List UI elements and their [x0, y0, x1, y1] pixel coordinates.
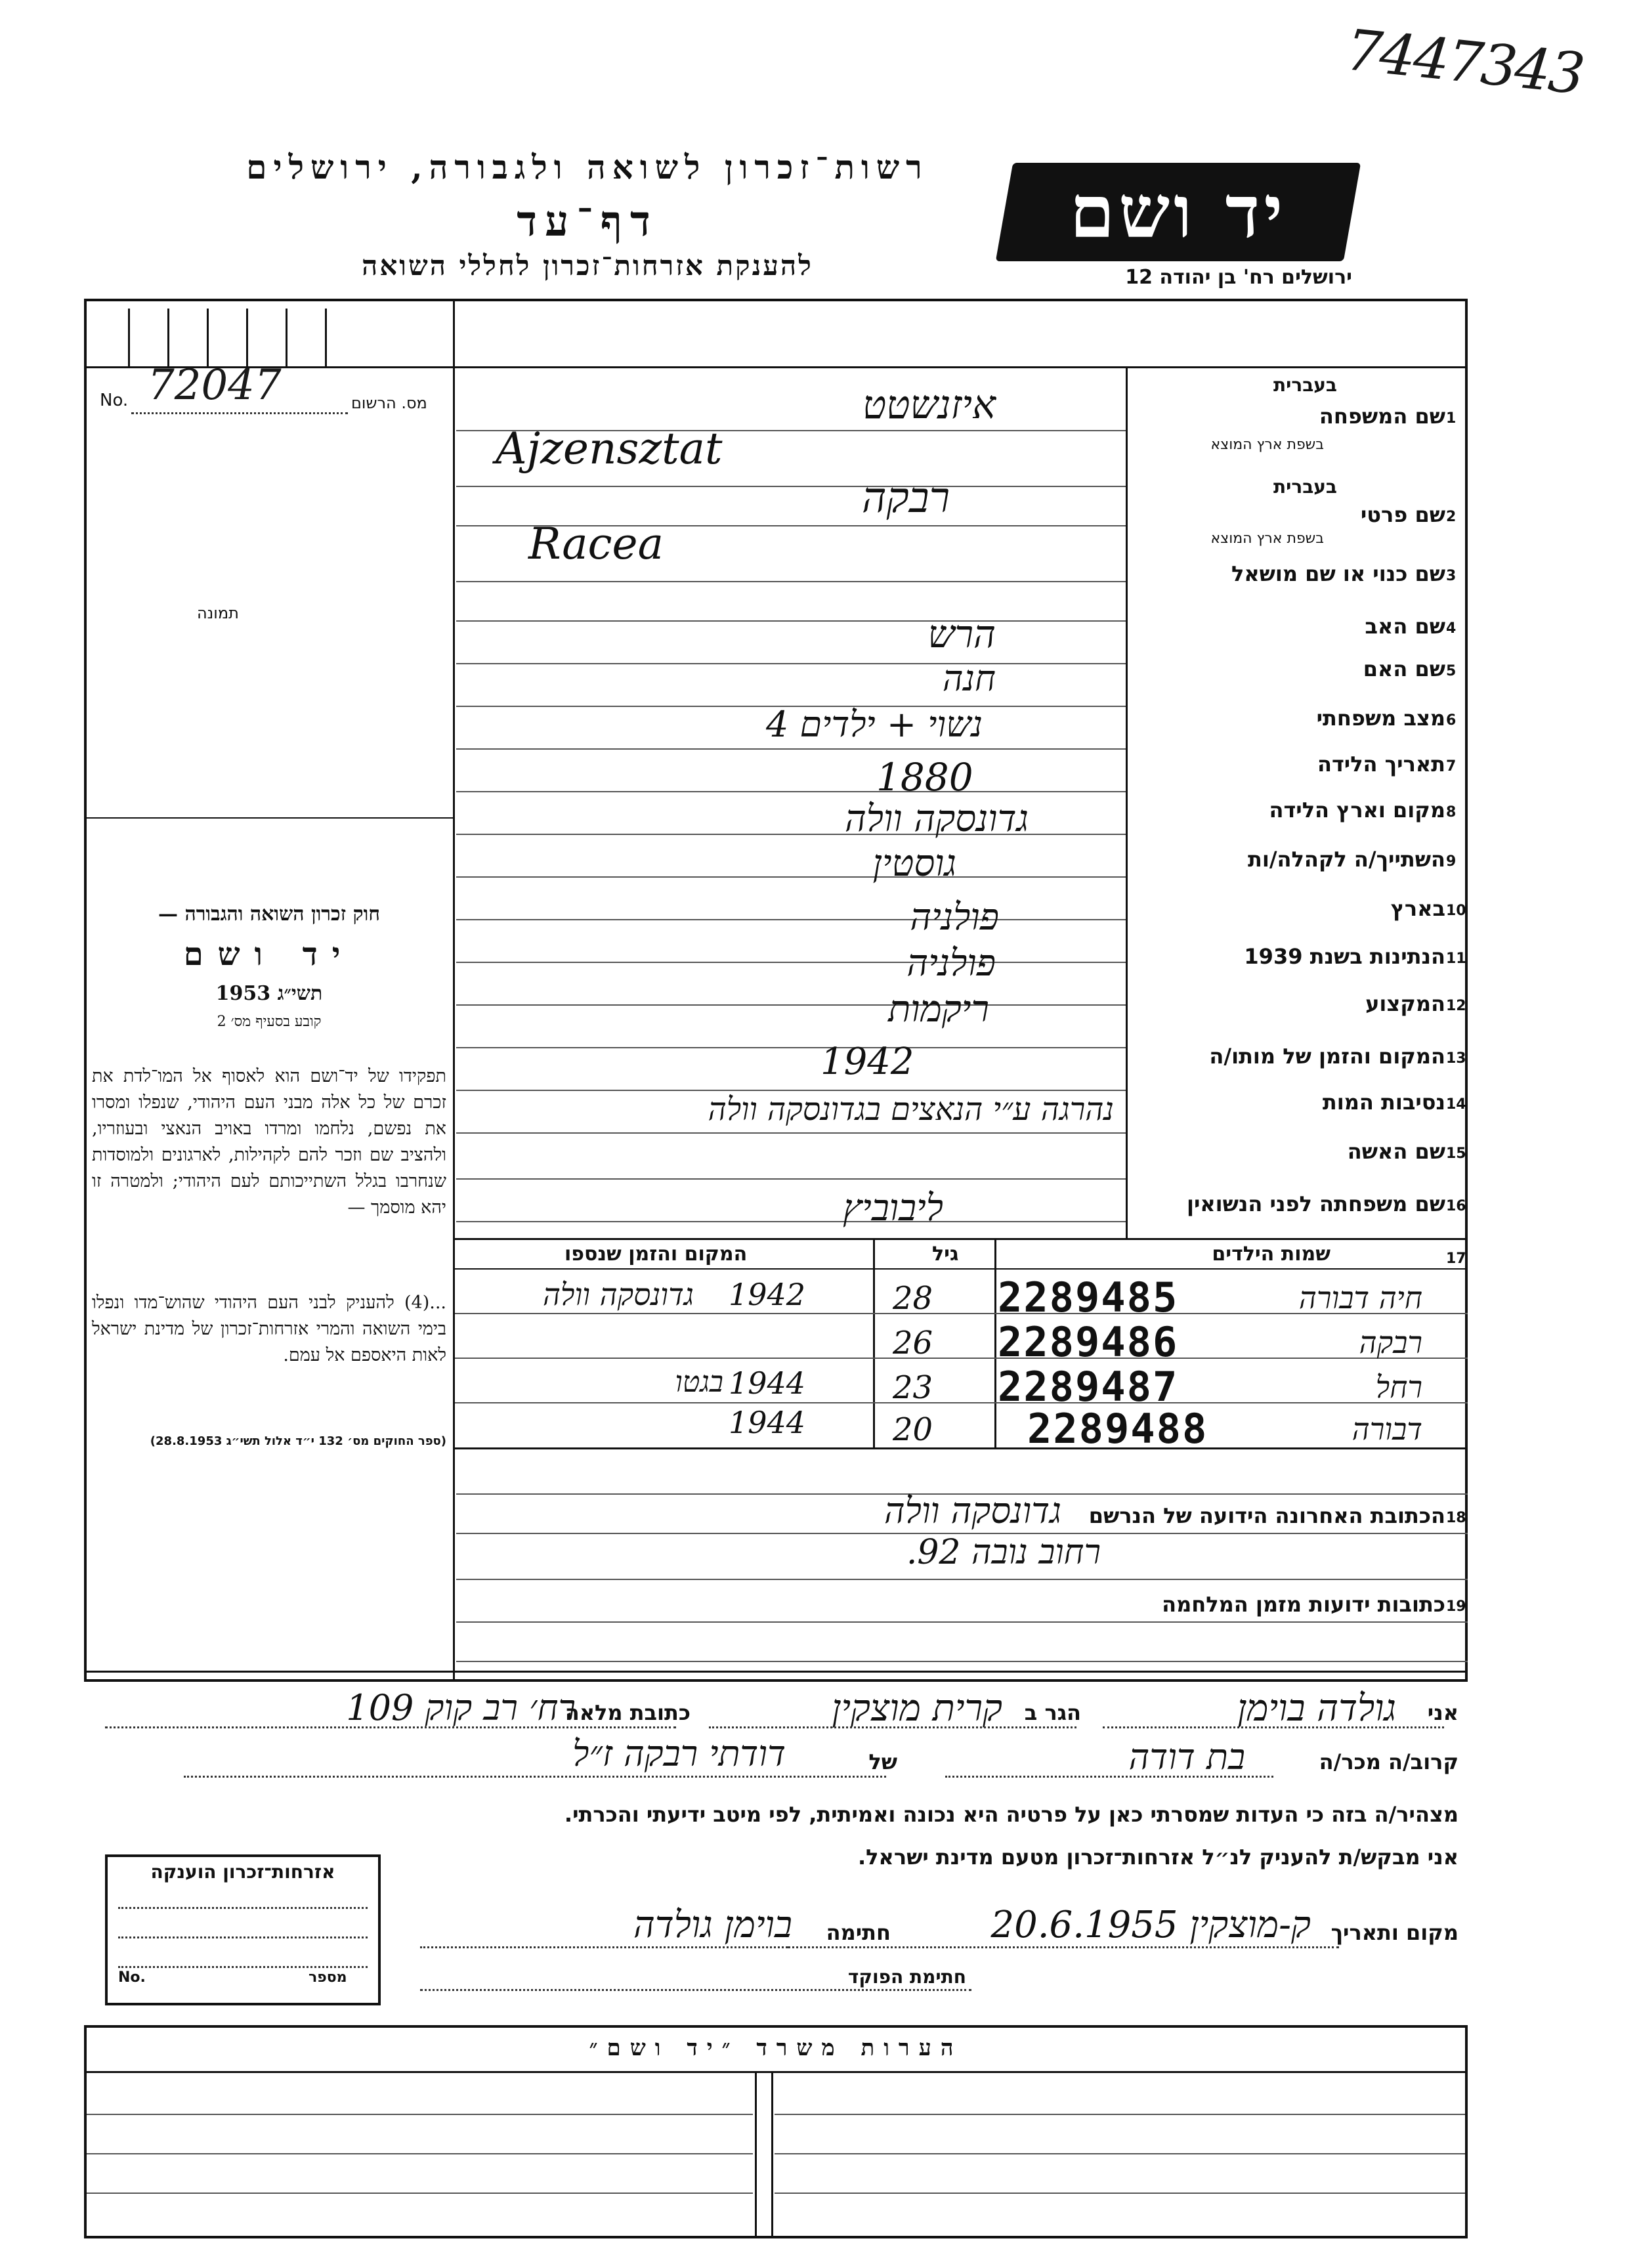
field-18-label: הכתובת האחרונה הידועה של הנרשם [1088, 1503, 1445, 1528]
in-hebrew-label: בעברית [1273, 374, 1337, 396]
law-reference: (ספר החוקים מס׳ 132 י״ד אלול תשי״ג 28.8.1953) [150, 1434, 446, 1448]
reg-no-value: 72047 [148, 361, 282, 410]
field-9-num: 9 [1446, 853, 1457, 870]
photo-label: תמונה [197, 604, 239, 622]
child-name: חיה דבורה [1298, 1280, 1422, 1316]
child-place: גדונסקה וולה [542, 1277, 694, 1312]
child-age: 23 [893, 1369, 933, 1406]
field-9-value: גוסטין [872, 842, 956, 885]
field-line [456, 1579, 1468, 1580]
field-line [456, 1047, 1126, 1048]
award-dots [118, 1936, 368, 1938]
child-year: 1944 [729, 1365, 806, 1401]
field-14-num: 14 [1446, 1096, 1466, 1113]
office-notes-line [87, 2153, 753, 2154]
child-year: 1944 [729, 1405, 806, 1440]
children-names-header: שמות הילדים [1212, 1243, 1330, 1266]
field-1-label: שם המשפחה [1319, 404, 1445, 429]
law-title: חוק זכרון השואה והגבורה — [158, 903, 380, 926]
field-8-label: מקום וארץ הלידה [1269, 798, 1445, 823]
law-clause: קובע בסעיף מס׳ 2 [217, 1014, 322, 1030]
field-6-num: 6 [1446, 712, 1457, 729]
children-header-bottom [455, 1268, 1468, 1270]
field-14-label: נסיבות המות [1322, 1090, 1445, 1115]
declarant-value: גולדה בוימן [1237, 1687, 1396, 1730]
photo-box-bottom [84, 817, 453, 819]
child-place: בגטו [675, 1365, 723, 1399]
child-stamp-number: 2289486 [998, 1318, 1179, 1366]
reg-no-dots [131, 412, 348, 414]
child-stamp-number: 2289485 [998, 1273, 1179, 1321]
top-strip-tick [128, 309, 130, 366]
declaration-request: אני מבקש/ת להעניק לנ״ל אזרחות־זכרון מטעם מדינת ישראל. [858, 1845, 1458, 1870]
field-17-num: 17 [1446, 1251, 1466, 1267]
sidebar-divider [453, 299, 455, 1680]
child-stamp-number: 2289488 [1027, 1405, 1208, 1453]
field-line [456, 581, 1126, 582]
field-10-label: בארץ [1390, 896, 1445, 921]
place-date-value: ק-מוצקין 20.6.1955 [990, 1904, 1311, 1946]
field-14-value: נהרגה ע״י הנאצים בגדונסקה וולה [708, 1091, 1114, 1128]
office-notes-divider [755, 2073, 757, 2237]
field-line [456, 919, 1126, 920]
field-12-num: 12 [1446, 998, 1466, 1014]
field-4-value: הרש [927, 612, 996, 656]
officer-signature-label: חתימת הפוקד [847, 1966, 966, 1988]
field-18-value-2: רחוב נובה 92. [906, 1533, 1101, 1572]
origin-lang-label: בשפת ארץ המוצא [1210, 437, 1324, 453]
relative-label: קרוב/ה מכר/ה [1319, 1749, 1458, 1774]
field-1-num: 1 [1446, 410, 1457, 427]
children-table-bottom [455, 1447, 1468, 1449]
field-18-value-1: גדונסקה וולה [883, 1490, 1061, 1531]
field-16-num: 16 [1446, 1198, 1466, 1214]
field-2-value-latin: Racea [528, 519, 664, 569]
law-year: תשי״ג 1953 [215, 982, 323, 1005]
field-line [456, 748, 1126, 750]
office-notes-line [775, 2114, 1465, 2115]
field-1-value-latin: Ajzensztat [496, 423, 723, 474]
field-13-label: המקום והזמן של מותו/ה [1209, 1044, 1445, 1069]
award-dots [118, 1966, 368, 1968]
field-4-label: שם האב [1365, 614, 1445, 639]
logo-text: יד ושם [1069, 169, 1287, 254]
field-12-value: ריקמות [888, 988, 989, 1031]
relative-value: בת דודה [1128, 1736, 1245, 1778]
field-8-value: גדונסקה וולה [844, 798, 1029, 840]
field-2-label: שם פרטי [1360, 502, 1445, 527]
award-mispar-label: מספר [309, 1969, 347, 1986]
field-5-value: חנה [942, 658, 996, 699]
signature-dots [420, 1946, 788, 1948]
signature-label: חתימה [826, 1920, 891, 1945]
top-strip-line [84, 366, 1468, 368]
field-19-num: 19 [1446, 1598, 1466, 1615]
field-1-value-hebrew: איזנשטט [862, 382, 996, 428]
field-line [456, 1661, 1468, 1662]
field-19-label: כתובות ידועות מזמן המלחמה [1162, 1592, 1445, 1617]
field-7-label: תאריך הלידה [1317, 752, 1445, 777]
field-line [456, 1221, 1126, 1222]
field-11-label: הנתינות בשנת 1939 [1244, 944, 1445, 969]
child-age: 28 [893, 1280, 933, 1317]
top-strip-tick [325, 309, 327, 366]
field-3-num: 3 [1446, 568, 1457, 584]
archive-number: 7447343 [1342, 17, 1586, 108]
field-18-num: 18 [1446, 1510, 1466, 1526]
officer-signature-dots [420, 1989, 971, 1991]
child-stamp-number: 2289487 [998, 1363, 1179, 1411]
top-strip-tick [167, 309, 169, 366]
children-place-header: המקום והזמן שנספו [564, 1243, 748, 1266]
top-strip-tick [207, 309, 209, 366]
award-title: אזרחות־זכרון הוענקה [150, 1861, 335, 1883]
field-10-num: 10 [1446, 903, 1466, 919]
field-line [456, 1178, 1126, 1180]
field-line [456, 663, 1126, 664]
resides-label: הגר ב [1024, 1700, 1081, 1725]
law-block [95, 903, 443, 1030]
declarant-label: אני [1427, 1700, 1458, 1725]
field-9-label: השתייך/ה לקהלה/ות [1247, 847, 1445, 872]
logo-address: ירושלים רח' בן יהודה 12 [1125, 266, 1352, 289]
in-hebrew-label-2: בעברית [1273, 476, 1337, 498]
declaration-top [84, 1671, 1468, 1673]
page-title: דף־עד [517, 197, 658, 246]
child-name: רחל [1375, 1369, 1422, 1405]
field-line [456, 1621, 1468, 1623]
field-15-label: שם האשה [1347, 1139, 1445, 1164]
field-15-num: 15 [1446, 1145, 1466, 1162]
resides-value: קרית מוצקין [832, 1687, 1002, 1730]
of-value: דודתי רבקה ז״ל [572, 1733, 786, 1774]
reg-no-label: No. [100, 391, 129, 410]
children-col-divider [994, 1238, 996, 1448]
children-row-line [455, 1358, 1468, 1359]
field-13-value: 1942 [820, 1040, 914, 1083]
field-line [456, 962, 1126, 963]
field-8-num: 8 [1446, 804, 1457, 821]
top-strip-tick [286, 309, 287, 366]
field-2-value-hebrew: רבקה [861, 474, 950, 523]
field-3-label: שם כנוי או שם מושאל [1231, 561, 1445, 586]
office-notes-title: הערות משרד ״יד ושם״ [589, 2035, 963, 2061]
field-6-value: נשוי + ילדים 4 [765, 704, 983, 745]
award-dots [118, 1907, 368, 1909]
header-subtitle: להענקת אזרחות־זכרון לחללי השואה [362, 249, 813, 282]
field-11-value: פולניה [906, 942, 996, 985]
field-4-num: 4 [1446, 620, 1457, 637]
of-label: של [868, 1749, 897, 1774]
full-address-label: כתובת מלאה [564, 1700, 691, 1725]
place-date-dots [788, 1946, 1339, 1948]
law-name: יד ושם [183, 936, 355, 973]
field-7-value: 1880 [876, 755, 973, 800]
field-line [456, 1004, 1126, 1006]
field-11-num: 11 [1446, 951, 1466, 967]
field-line [456, 791, 1126, 792]
label-column-divider [1126, 368, 1128, 1238]
office-notes-divider [771, 2073, 773, 2237]
child-name: רבקה [1359, 1325, 1422, 1360]
field-10-value: פולניה [910, 896, 999, 939]
field-5-num: 5 [1446, 663, 1457, 679]
office-notes-line [775, 2153, 1465, 2154]
children-row-line [455, 1402, 1468, 1403]
field-6-label: מצב משפחתי [1316, 706, 1445, 731]
signature-value: בוימן גולדה [633, 1904, 792, 1946]
full-address-value: רח׳ רב קוק 109 [346, 1687, 576, 1728]
field-line [456, 1132, 1126, 1134]
field-16-value: ליבוביץ [842, 1187, 943, 1230]
field-7-num: 7 [1446, 758, 1457, 775]
field-2-num: 2 [1446, 509, 1457, 525]
law-text-clause-4: ...(4) להעניק לבני העם היהודי שהוש־מדו ונפלו בימי השואה והמרי אזרחות־זכרון של מדינת ישראל לאות היאספם אל עמם. [92, 1293, 446, 1365]
field-16-label: שם משפחתה לפני הנשואין [1186, 1191, 1445, 1216]
declaration-statement: מצהיר/ה בזה כי העדות שמסרתי כאן על פרטיה היא נכונה ואמיתית, לפי מיטב ידיעתי והכרתי. [564, 1802, 1458, 1827]
field-5-label: שם האם [1363, 656, 1445, 681]
office-notes-line [775, 2193, 1465, 2194]
place-date-label: מקום ותאריך [1330, 1920, 1458, 1945]
child-year: 1942 [729, 1277, 806, 1312]
header-authority: רשות־זכרון לשואה ולגבורה, ירושלים [246, 148, 929, 186]
child-age: 20 [893, 1411, 933, 1448]
office-notes-line [87, 2193, 753, 2194]
children-age-header: גיל [932, 1243, 959, 1266]
office-notes-line [87, 2114, 753, 2115]
field-line [456, 620, 1126, 622]
field-line [456, 486, 1126, 487]
children-col-divider [873, 1238, 875, 1448]
law-text: תפקידו של יד־ושם הוא לאסוף אל המו־לדת את זכרם של כל אלה מבני העם היהודי, שנפלו ומסרו את נפשם, נלחמו ומרדו באויב הנאצי ובעוזריו, ולהציב שם וזכר להם לקהילות, לארגונים ולמוסדות שנחרבו בגלל השתייכותם לעם היהודי; ולמטרה זו יהא מוסמך — [92, 1066, 446, 1218]
top-strip-tick [246, 309, 248, 366]
of-dots [184, 1776, 886, 1778]
field-line [456, 876, 1126, 878]
yad-vashem-logo [996, 163, 1361, 261]
field-13-num: 13 [1446, 1050, 1466, 1067]
origin-lang-label-2: בשפת ארץ המוצא [1210, 530, 1324, 547]
award-no-label: No. [118, 1969, 146, 1986]
reg-no-hebrew-label: מס. הרשום [351, 394, 427, 412]
children-table-top [455, 1238, 1468, 1240]
field-12-label: המקצוע [1365, 991, 1445, 1016]
child-name: דבורה [1352, 1411, 1422, 1447]
child-age: 26 [893, 1325, 933, 1361]
office-notes-title-line [84, 2071, 1468, 2073]
